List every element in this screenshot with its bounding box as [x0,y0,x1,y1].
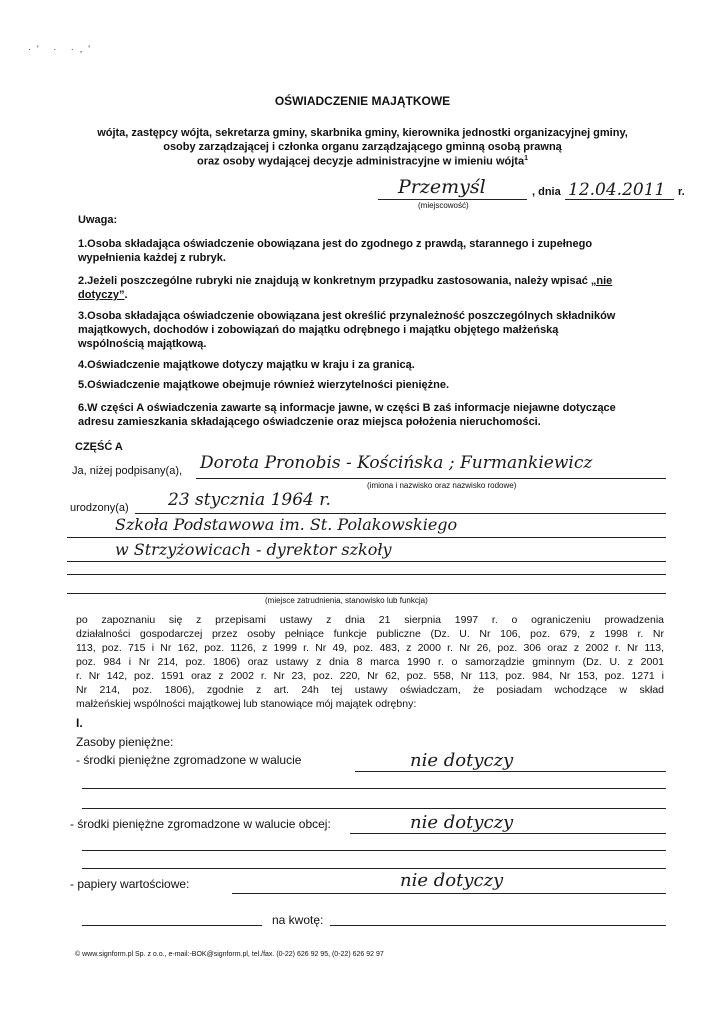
amount-label: na kwotę: [272,913,324,927]
note-3-line-1: 3.Osoba składająca oświadczenie obowiązana jest określić przynależność poszczególnych składników [78,310,616,322]
place-value: Przemyśl [398,176,486,198]
date-line [565,199,674,200]
note-2-quote-open: „nie [590,275,613,287]
section-1-numeral: I. [76,716,83,730]
pln-rule-2 [82,788,666,789]
subtitle-line-3 [0,155,725,168]
employment-line-1: Szkoła Podstawowa im. St. Polakowskiego [115,515,458,534]
place-caption: (miejscowość) [418,201,469,210]
note-4: 4.Oświadczenie majątkowe dotyczy majątku w kraju i za granicą. [78,359,415,371]
pln-line [355,771,666,772]
signer-value: Dorota Pronobis - Kościńska ; Furmankiewicz [200,453,593,473]
legal-line-6: Nr 214, poz. 1806), zgodnie z art. 24h tej ustawy oświadczam, że posiadam wchodzące w skład [76,684,664,696]
securities-value: nie dotyczy [400,870,504,891]
fx-label: - środki pieniężne zgromadzone w walucie obcej: [70,817,331,831]
signer-line [196,478,666,479]
note-2-quote-close: dotyczy” [78,289,125,301]
pln-rule-3 [82,808,666,809]
pln-value: nie dotyczy [410,750,514,771]
fx-rule-2 [82,850,666,851]
securities-line [232,893,666,894]
note-2-text: 2.Jeżeli poszczególne rubryki nie znajdują w konkretnym przypadku zastosowania, należy wpisać [78,275,588,287]
section-1-heading: Zasoby pieniężne: [76,735,174,749]
note-2-period: . [124,289,128,301]
amount-line [330,925,666,926]
signer-caption: (imiona i nazwisko oraz nazwisko rodowe) [367,481,517,490]
employment-caption: (miejsce zatrudnienia, stanowisko lub funkcja) [265,596,428,605]
subtitle-line-3-text: oraz osoby wydającej decyzje administracyjne w imieniu wójta [197,155,525,168]
note-6-line-2: adresu zamieszkania składającego oświadczenie oraz miejsca położenia nieruchomości. [78,416,541,428]
place-line [378,199,527,200]
employment-rule-3 [67,574,666,575]
scan-specks: ·' · ·,' [28,44,96,54]
note-2 [78,274,668,302]
legal-line-1: po zapoznaniu się z przepisami ustawy z dnia 21 sierpnia 1997 r. o ograniczeniu prowadzenia [76,614,664,626]
employment-line-2: w Strzyżowicach - dyrektor szkoły [115,540,392,559]
footer-text: © www.signform.pl Sp. z o.o., e-mail:-BOK@signform.pl, tel./fax. (0-22) 626 92 95, (0-22) 626 92 97 [75,951,384,958]
date-value: 12.04.2011 [568,180,666,200]
note-1-line-2: wypełnienia każdej z rubryk. [78,252,226,264]
legal-line-5: r. Nr 142, poz. 1591 oraz z 2002 r. Nr 23, poz. 220, Nr 62, poz. 558, Nr 113, poz. 984, Nr 153, poz. 1271 i [76,670,664,682]
employment-rule-1 [67,537,666,538]
legal-line-2: działalności gospodarczej przez osoby pełniące funkcje publiczne (Dz. U. Nr 106, poz. 679, z 1998 r. Nr [76,628,664,640]
part-a-heading: CZĘŚĆ A [75,441,123,453]
signer-label: Ja, niżej podpisany(a), [72,465,183,477]
note-3 [78,309,668,351]
amount-blank-line [82,925,262,926]
legal-paragraph [76,613,664,711]
note-6 [78,401,678,429]
born-label: urodzony(a) [70,502,129,514]
subtitle-line-1: wójta, zastępcy wójta, sekretarza gminy, skarbnika gminy, kierownika jednostki organizacyjnej gminy, [97,127,628,139]
fx-value: nie dotyczy [410,812,514,833]
note-6-line-1: 6.W części A oświadczenia zawarte są informacje jawne, w części B zaś informacje niejawne dotyczące [78,402,616,414]
employment-rule-2 [67,561,666,562]
pln-label: - środki pieniężne zgromadzone w walucie [76,753,302,767]
date-suffix: r. [678,186,685,198]
fx-line [350,833,666,834]
born-value: 23 stycznia 1964 r. [168,490,331,510]
born-line [135,513,666,514]
note-1 [78,237,668,265]
legal-line-7: małżeńskiej wspólności majątkowej lub stanowiące mój majątek odrębny: [76,698,417,710]
legal-line-3: 113, poz. 715 i Nr 162, poz. 1126, z 1999 r. Nr 49, poz. 483, z 2000 r. Nr 26, poz. 306 oraz z 2002 r. Nr 113, [76,642,664,654]
securities-label: - papiery wartościowe: [70,877,190,891]
uwaga-heading: Uwaga: [78,214,118,226]
note-3-line-3: wspólnością majątkową. [78,338,207,350]
employment-rule-4 [67,593,666,594]
legal-line-4: poz. 984 i Nr 214, poz. 1806) oraz ustawy z dnia 8 marca 1990 r. o samorządzie gminnym (Dz. U. z 2001 [76,656,664,668]
note-5: 5.Oświadczenie majątkowe obejmuje również wierzytelności pieniężne. [78,379,450,391]
note-3-line-2: majątkowych, dochodów i zobowiązań do majątku odrębnego i majątku objętego małżeńską [78,324,559,336]
note-1-line-1: 1.Osoba składająca oświadczenie obowiązana jest do zgodnego z prawdą, starannego i zupełnego [78,238,593,250]
document-title: OŚWIADCZENIE MAJĄTKOWE [274,94,451,108]
footnote-marker: 1 [524,155,528,162]
subtitle-line-2: osoby zarządzającej i członka organu zarządzającego gminną osobą prawną [163,141,562,153]
fx-rule-3 [82,868,666,869]
date-prefix: , dnia [532,186,561,198]
